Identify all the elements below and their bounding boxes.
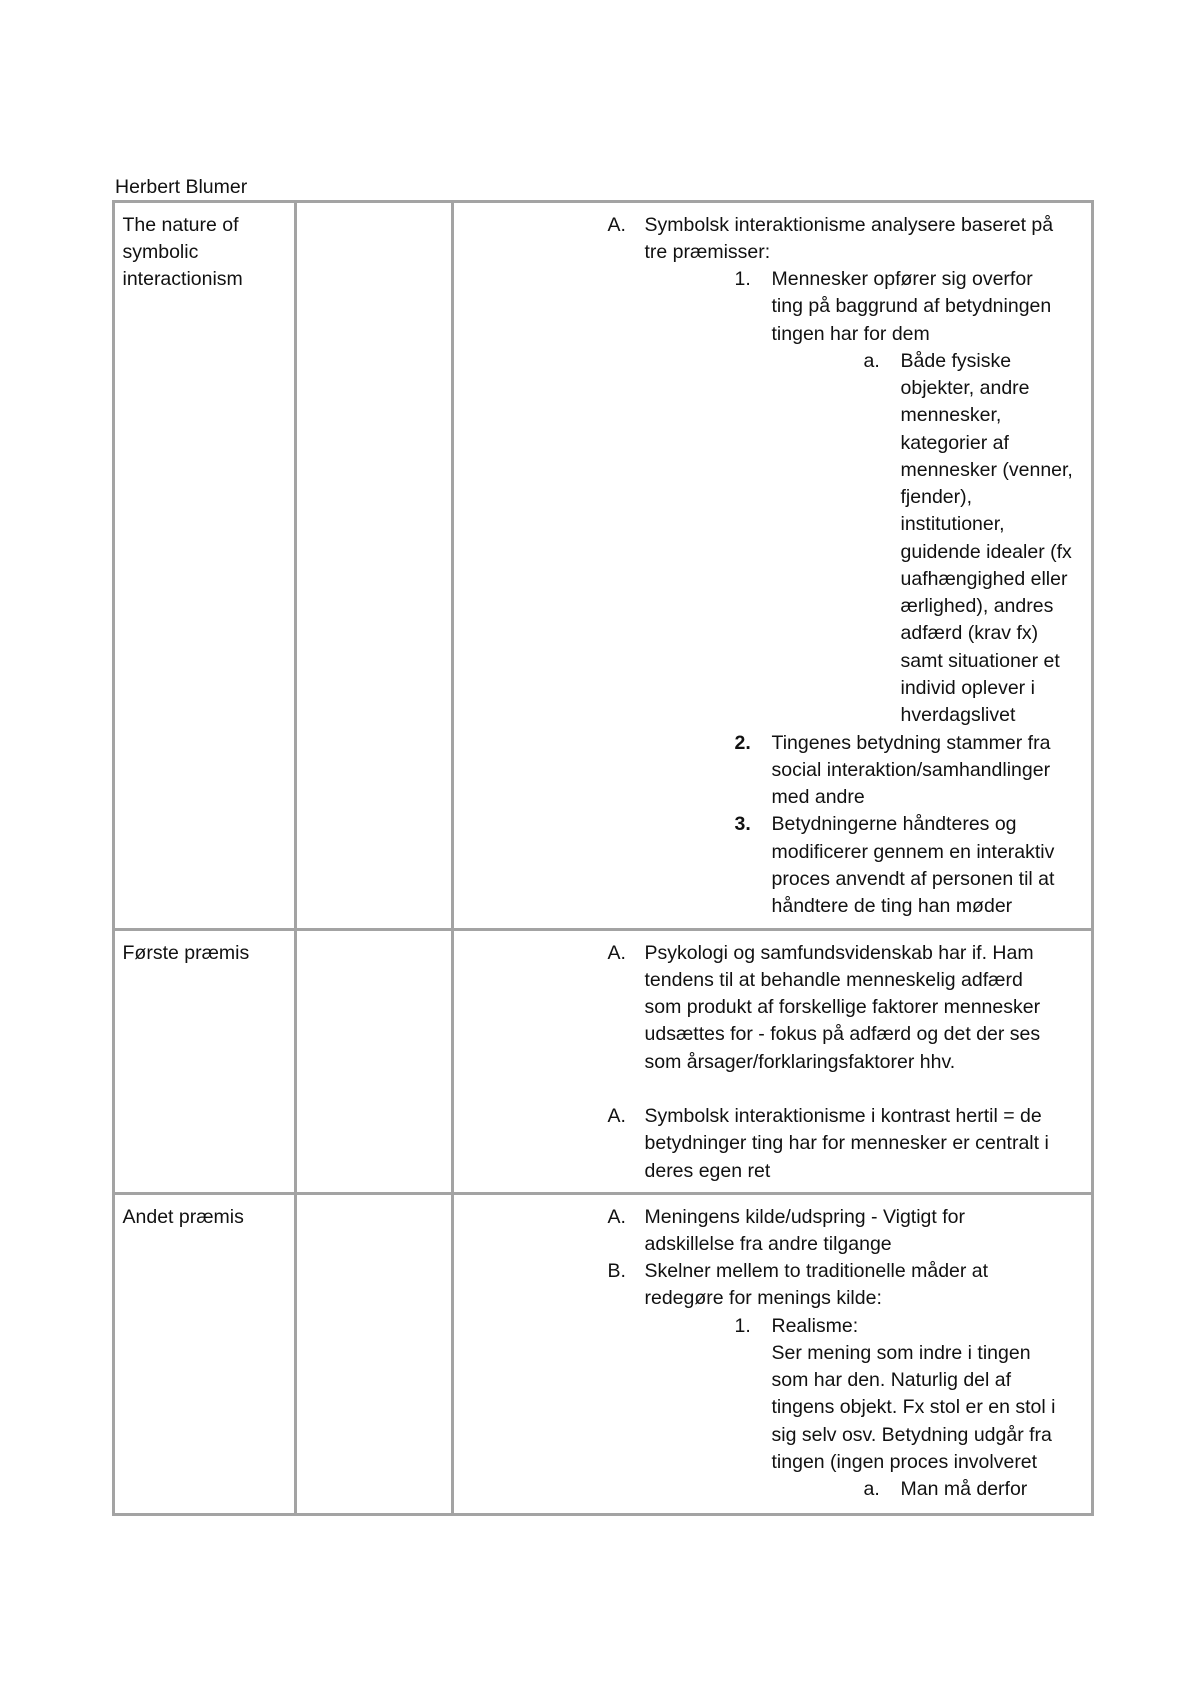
list-item-line: Symbolsk interaktionisme analysere baseret på [644,213,1054,236]
list-item-line: Betydningerne håndteres og [771,813,1017,836]
list-item-line: Realisme: [771,1314,859,1337]
blank-line [454,1076,1091,1103]
list-item-line: hverdagslivet [900,704,1016,727]
table-row [112,1192,1094,1516]
list-item-line: guidende idealer (fx [900,540,1072,563]
list-marker: 1. [734,1314,751,1337]
table-row [112,200,1094,931]
list-item-line: ting på baggrund af betydningen [771,295,1052,318]
list-item-line: institutioner, [900,513,1005,536]
list-item [454,348,1091,730]
document-title: Herbert Blumer [115,176,248,198]
list-item-line: proces anvendt af personen til at [771,867,1055,890]
notes-cell [294,928,454,1195]
list-item-line: mennesker (venner, [900,458,1073,481]
list-item-line: redegøre for menings kilde: [644,1287,882,1310]
list-item-line: deres egen ret [644,1159,771,1182]
list-item-line: Skelner mellem to traditionelle måder at [644,1260,989,1283]
topic-line: Første præmis [122,941,250,964]
list-marker: 2. [734,731,751,754]
list-item-line: med andre [771,786,865,809]
topic-cell [112,928,297,1195]
content-cell [451,928,1094,1195]
list-item-line: Symbolsk interaktionisme i kontrast hertil = de [644,1105,1042,1128]
topic-cell [112,1192,297,1516]
list-item-line: mennesker, [900,404,1002,427]
list-item-line: individ oplever i [900,677,1035,700]
list-item-line: Både fysiske [900,349,1012,372]
notes-cell [294,1192,454,1516]
list-item-line: Ser mening som indre i tingen [771,1341,1031,1364]
list-item-line: samt situationer et [900,649,1060,672]
list-item [454,1204,1091,1259]
list-item-line: ærlighed), andres [900,595,1054,618]
list-item-line: betydninger ting har for mennesker er centralt i [644,1132,1049,1155]
list-marker: a. [863,349,880,372]
content-cell [451,200,1094,931]
list-item [454,1103,1091,1185]
list-marker: A. [607,941,626,964]
list-marker: A. [607,1205,626,1228]
list-item-line: Psykologi og samfundsvidenskab har if. Ham [644,941,1034,964]
list-item [454,1258,1091,1313]
table-row [112,928,1094,1195]
list-item-line: sig selv osv. Betydning udgår fra [771,1423,1052,1446]
list-item-line: adskillelse fra andre tilgange [644,1232,892,1255]
list-item-line: modificerer gennem en interaktiv [771,840,1055,863]
list-item-line: udsættes for - fokus på adfærd og det der ses [644,1023,1041,1046]
list-item-line: håndtere de ting han møder [771,895,1013,918]
list-item [454,940,1091,1076]
list-item-line: tingens objekt. Fx stol er en stol i [771,1396,1056,1419]
list-item [454,1476,1091,1503]
topic-line: Andet præmis [122,1205,244,1228]
topic-line: symbolic [122,240,199,263]
list-item-line: som årsager/forklaringsfaktorer hhv. [644,1050,956,1073]
list-item [454,212,1091,267]
list-item-line: Tingenes betydning stammer fra [771,731,1051,754]
list-item [454,266,1091,348]
list-item-line: fjender), [900,486,973,509]
list-marker: A. [607,213,626,236]
notes-cell [294,200,454,931]
topic-cell [112,200,297,931]
list-item-line: tre præmisser: [644,240,771,263]
list-item-line: tendens til at behandle menneskelig adfærd [644,968,1023,991]
list-item-line: Mennesker opfører sig overfor [771,268,1033,291]
list-item [454,730,1091,812]
list-item-line: som produkt af forskellige faktorer mennesker [644,996,1041,1019]
list-item-line: Man må derfor [900,1478,1028,1501]
list-marker: A. [607,1105,626,1128]
content-cell [451,1192,1094,1516]
list-marker: 3. [734,813,751,836]
list-item [454,811,1091,920]
list-item [454,1313,1091,1477]
list-marker: B. [607,1260,626,1283]
list-item-line: kategorier af [900,431,1009,454]
notes-table [112,200,1094,1516]
topic-line: interactionism [122,268,243,291]
topic-line: The nature of [122,213,239,236]
list-item-line: uafhængighed eller [900,567,1068,590]
list-item-line: objekter, andre [900,377,1030,400]
list-item-line: adfærd (krav fx) [900,622,1039,645]
list-item-line: social interaktion/samhandlinger [771,758,1051,781]
list-marker: a. [863,1478,880,1501]
list-item-line: tingen har for dem [771,322,930,345]
list-item-line: som har den. Naturlig del af [771,1369,1012,1392]
list-item-line: tingen (ingen proces involveret [771,1450,1038,1473]
list-marker: 1. [734,268,751,291]
list-item-line: Meningens kilde/udspring - Vigtigt for [644,1205,965,1228]
